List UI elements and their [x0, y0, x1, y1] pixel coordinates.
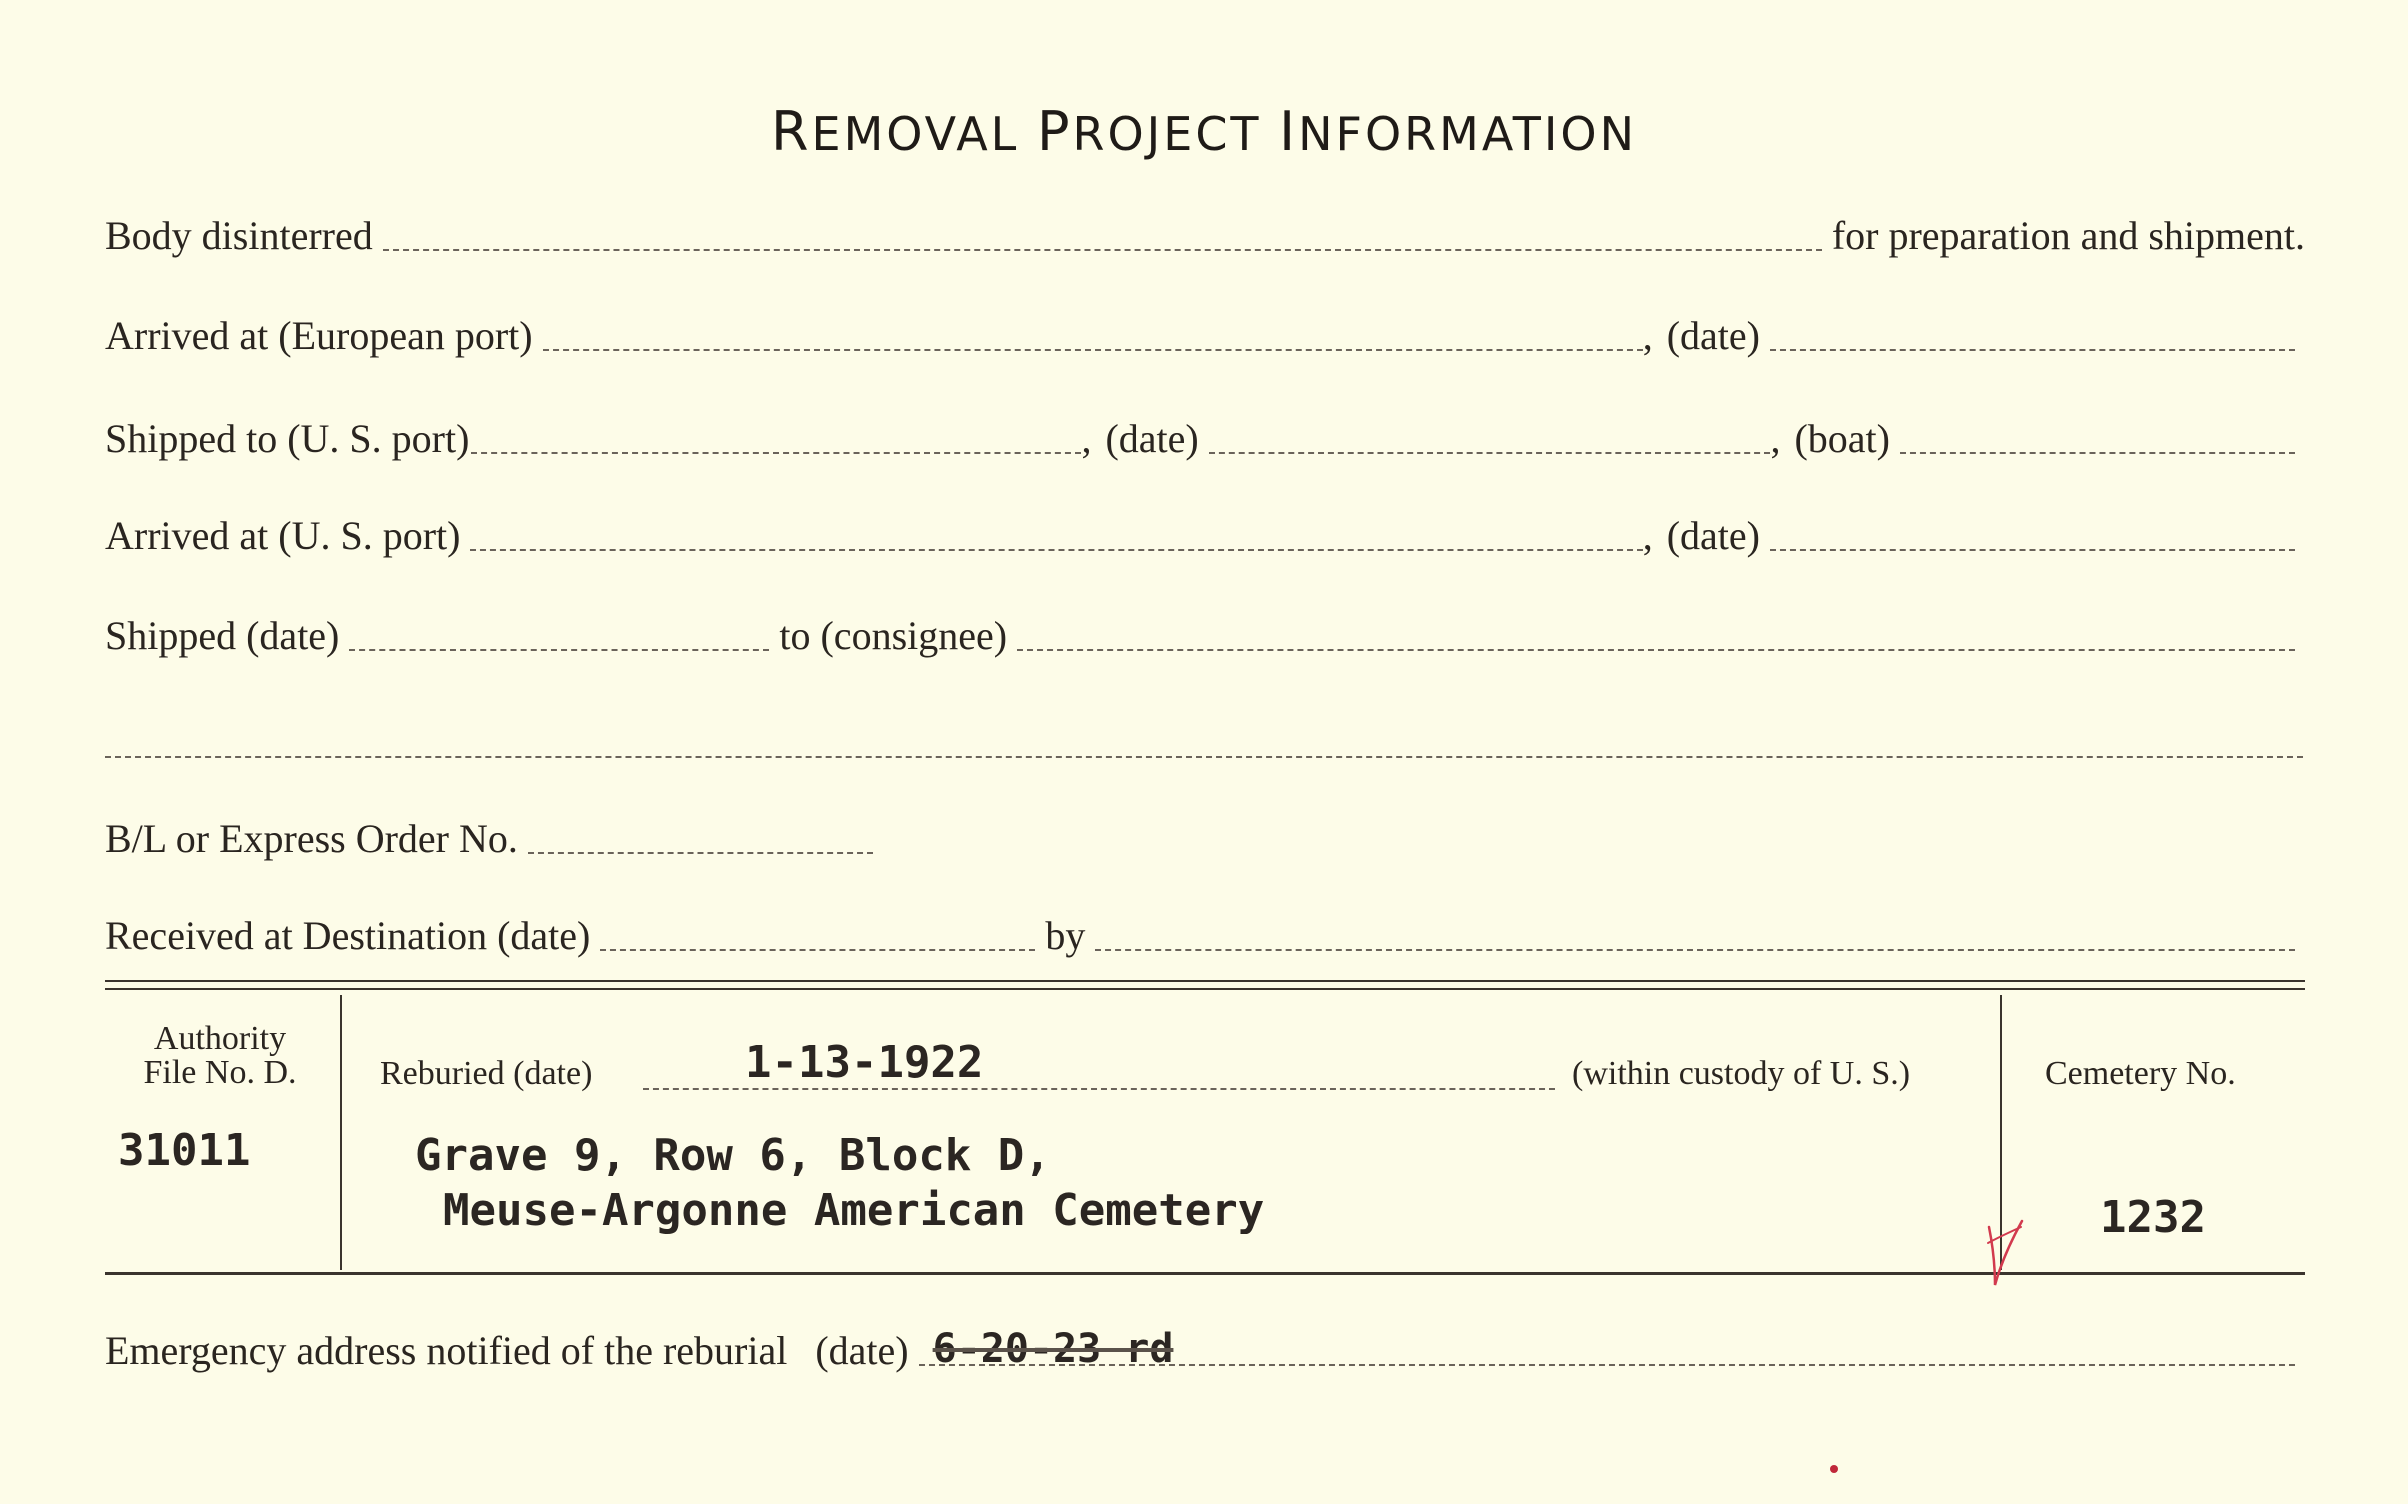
title-text: REMOVAL PROJECT INFORMATION [771, 100, 1637, 163]
arrived-european-date-label: (date) [1666, 313, 1760, 358]
arrived-european-port-blank [543, 349, 1643, 351]
cemetery-number-value: 1232 [2100, 1192, 2206, 1243]
boat-label: (boat) [1794, 416, 1890, 461]
by-label: by [1045, 913, 1086, 958]
arrived-us-date-blank [1770, 549, 2295, 551]
bl-order-label: B/L or Express Order No. [105, 816, 518, 861]
arrived-us-date-label: (date) [1666, 513, 1760, 558]
shipped-date-label: Shipped (date) [105, 613, 340, 658]
received-by-blank [1095, 949, 2295, 951]
comma: , [1642, 313, 1653, 358]
emergency-date-value: 6-20-23 rd [932, 1326, 1174, 1372]
body-disinterred-blank [383, 249, 1822, 251]
cemetery-number-label: Cemetery No. [2045, 1055, 2236, 1092]
bl-order-row [105, 808, 2305, 868]
box-top-rule [105, 980, 2305, 982]
shipped-date-row [105, 605, 2305, 665]
arrived-us-label: Arrived at (U. S. port) [105, 513, 461, 558]
shipped-us-label: Shipped to (U. S. port) [105, 416, 470, 461]
custody-label: (within custody of U. S.) [1572, 1055, 1911, 1092]
grave-location: Grave 9, Row 6, Block D, [415, 1130, 1051, 1181]
reburied-label: Reburied (date) [380, 1055, 593, 1092]
body-disinterred-label: Body disinterred [105, 213, 373, 258]
cemetery-name: Meuse-Argonne American Cemetery [443, 1185, 1265, 1236]
box-divider-left [340, 995, 342, 1270]
authority-label-line-1: Authority [153, 1020, 287, 1057]
preparation-shipment-label: for preparation and shipment. [1831, 213, 2305, 258]
box-bottom-rule [105, 1272, 2305, 1275]
shipped-us-row [105, 408, 2305, 468]
shipped-us-date-blank [1209, 452, 1771, 454]
comma: , [1081, 416, 1092, 461]
authority-file-number: 31011 [118, 1125, 251, 1176]
comma: , [1642, 513, 1653, 558]
card-title [0, 100, 2408, 163]
authority-label-line-2: File No. D. [143, 1054, 297, 1091]
box-top-rule-inner [105, 988, 2305, 990]
shipped-date-blank [349, 649, 769, 651]
red-ink-dot [1830, 1465, 1838, 1473]
arrived-european-date-blank [1770, 349, 2295, 351]
shipped-us-port-blank [471, 452, 1081, 454]
received-date-blank [600, 949, 1035, 951]
arrived-european-label: Arrived at (European port) [105, 313, 533, 358]
emergency-label: Emergency address notified of the reburial [105, 1328, 788, 1373]
emergency-date-label: (date) [815, 1328, 909, 1373]
consignee-label: to (consignee) [779, 613, 1008, 658]
shipped-us-date-label: (date) [1105, 416, 1199, 461]
consignee-continuation-blank [105, 756, 2303, 758]
body-disinterred-row [105, 205, 2305, 265]
reburied-date-blank [643, 1088, 1555, 1090]
received-label: Received at Destination (date) [105, 913, 591, 958]
authority-label [130, 1022, 310, 1090]
consignee-blank [1017, 649, 2295, 651]
red-check-mark-icon [1985, 1215, 2025, 1290]
arrived-us-port-blank [470, 549, 1642, 551]
emergency-row [105, 1320, 2305, 1380]
reburied-date-value: 1-13-1922 [745, 1037, 984, 1088]
received-row [105, 905, 2305, 965]
comma: , [1770, 416, 1781, 461]
arrived-european-row [105, 305, 2305, 365]
arrived-us-row [105, 505, 2305, 565]
emergency-date-blank [919, 1326, 2295, 1372]
bl-order-blank [528, 852, 873, 854]
boat-blank [1900, 452, 2295, 454]
